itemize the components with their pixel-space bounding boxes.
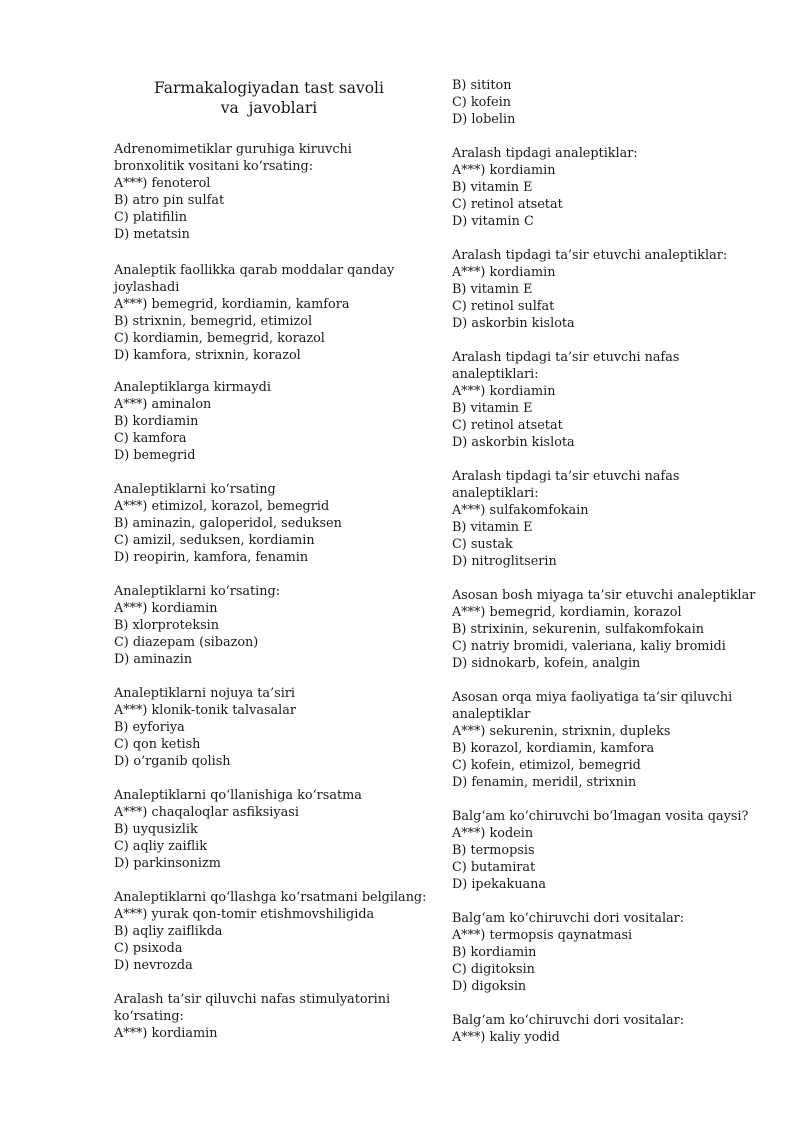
question-text: analeptiklari: [452, 486, 539, 501]
question-block [114, 889, 427, 974]
answer-option: D) sidnokarb, kofein, analgin [452, 656, 641, 671]
answer-option: C) natriy bromidi, valeriana, kaliy bromidi [452, 639, 726, 654]
question-text: Balg‘am ko‘chiruvchi bo‘lmagan vosita qaysi? [452, 809, 749, 824]
answer-option: B) sititon [452, 78, 512, 93]
answer-option: D) lobelin [452, 112, 516, 127]
question-block [114, 481, 424, 566]
answer-option: B) eyforiya [114, 720, 185, 735]
question-block [114, 141, 424, 243]
answer-option: D) fenamin, meridil, strixnin [452, 775, 637, 790]
answer-option: C) retinol atsetat [452, 197, 563, 212]
answer-option: C) kamfora [114, 431, 187, 446]
question-text: Aralash tipdagi ta’sir etuvchi analeptiklar: [452, 248, 728, 263]
answer-option: C) amizil, seduksen, kordiamin [114, 533, 315, 548]
answer-option: A***) bemegrid, kordiamin, korazol [452, 605, 682, 620]
answer-option: C) sustak [452, 537, 513, 552]
answer-option: B) vitamin E [452, 180, 533, 195]
answer-option: C) psixoda [114, 941, 183, 956]
answer-option: B) atro pin sulfat [114, 193, 225, 208]
question-text: Analeptiklarni qo‘llanishiga ko‘rsatma [114, 788, 362, 803]
answer-option: A***) klonik-tonik talvasalar [114, 703, 296, 718]
answer-option: C) qon ketish [114, 737, 201, 752]
answer-option: B) korazol, kordiamin, kamfora [452, 741, 655, 756]
answer-option: D) parkinsonizm [114, 856, 221, 871]
question-block [452, 689, 782, 791]
answer-option: B) vitamin E [452, 401, 533, 416]
answer-option: D) aminazin [114, 652, 193, 667]
question-block [114, 685, 424, 770]
question-block [114, 583, 424, 668]
answer-option: A***) chaqaloqlar asfiksiyasi [114, 805, 299, 820]
answer-option: C) retinol sulfat [452, 299, 555, 314]
question-text: Aralash tipdagi ta’sir etuvchi nafas [452, 350, 680, 365]
answer-option: A***) bemegrid, kordiamin, kamfora [114, 297, 350, 312]
answer-option: B) strixinin, sekurenin, sulfakomfokain [452, 622, 704, 637]
answer-option: D) nitroglitserin [452, 554, 557, 569]
question-block [114, 991, 424, 1042]
answer-option: A***) yurak qon-tomir etishmovshiligida [114, 907, 375, 922]
answer-option: C) aqliy zaiflik [114, 839, 208, 854]
answer-option: B) kordiamin [452, 945, 537, 960]
answer-option: A***) kordiamin [114, 601, 218, 616]
answer-option: D) bemegrid [114, 448, 196, 463]
question-text: Aralash tipdagi ta’sir etuvchi nafas [452, 469, 680, 484]
question-block [452, 77, 782, 128]
question-text: bronxolitik vositani ko‘rsating: [114, 159, 314, 174]
answer-option: A***) kordiamin [452, 163, 556, 178]
answer-option: D) digoksin [452, 979, 527, 994]
question-block [452, 349, 782, 451]
answer-option: A***) termopsis qaynatmasi [452, 928, 633, 943]
answer-option: B) termopsis [452, 843, 535, 858]
question-text: Analeptiklarni ko‘rsating: [114, 584, 281, 599]
answer-option: A***) kodein [452, 826, 534, 841]
answer-option: C) kofein [452, 95, 511, 110]
answer-option: A***) kaliy yodid [452, 1030, 560, 1045]
answer-option: B) vitamin E [452, 282, 533, 297]
answer-option: C) butamirat [452, 860, 536, 875]
title-line-1: Farmakalogiyadan tast savoli [154, 79, 384, 97]
answer-option: D) vitamin C [452, 214, 534, 229]
question-text: Asosan orqa miya faoliyatiga ta’sir qiluvchi [452, 690, 733, 705]
answer-option: A***) kordiamin [452, 384, 556, 399]
question-block [452, 247, 782, 332]
question-text: Aralash tipdagi analeptiklar: [452, 146, 638, 161]
answer-option: A***) fenoterol [114, 176, 211, 191]
question-block [452, 145, 782, 230]
question-block [452, 808, 782, 893]
answer-option: A***) sulfakomfokain [452, 503, 589, 518]
answer-option: B) aqliy zaiflikda [114, 924, 223, 939]
question-text: Balg‘am ko‘chiruvchi dori vositalar: [452, 911, 685, 926]
question-text: Adrenomimetiklar guruhiga kiruvchi [114, 142, 352, 157]
question-text: ko‘rsating: [114, 1009, 184, 1024]
answer-option: B) vitamin E [452, 520, 533, 535]
question-text: Analeptiklarni ko‘rsating [114, 482, 276, 497]
answer-option: A***) etimizol, korazol, bemegrid [114, 499, 330, 514]
question-text: analeptiklari: [452, 367, 539, 382]
answer-option: D) kamfora, strixnin, korazol [114, 348, 301, 363]
question-block [452, 468, 782, 570]
question-text: joylashadi [114, 280, 180, 295]
question-text: Asosan bosh miyaga ta’sir etuvchi analeptiklar [452, 588, 756, 603]
title-line-2: va javoblari [220, 99, 318, 117]
question-block [452, 587, 782, 672]
answer-option: D) nevrozda [114, 958, 193, 973]
answer-option: C) kofein, etimizol, bemegrid [452, 758, 641, 773]
question-text: Analeptiklarga kirmaydi [114, 380, 271, 395]
question-text: Aralash ta’sir qiluvchi nafas stimulyatorini [114, 992, 391, 1007]
answer-option: B) strixnin, bemegrid, etimizol [114, 314, 313, 329]
question-text: Analeptik faollikka qarab moddalar qanday [114, 263, 395, 278]
answer-option: C) kordiamin, bemegrid, korazol [114, 331, 325, 346]
answer-option: C) platifilin [114, 210, 187, 225]
answer-option: A***) kordiamin [114, 1026, 218, 1041]
answer-option: B) aminazin, galoperidol, seduksen [114, 516, 342, 531]
question-text: Balg‘am ko‘chiruvchi dori vositalar: [452, 1013, 685, 1028]
answer-option: C) diazepam (sibazon) [114, 635, 259, 650]
answer-option: D) metatsin [114, 227, 190, 242]
answer-option: D) ipekakuana [452, 877, 547, 892]
question-block [452, 1012, 782, 1046]
answer-option: D) askorbin kislota [452, 435, 575, 450]
question-block [114, 262, 424, 364]
answer-option: C) digitoksin [452, 962, 535, 977]
question-text: Analeptiklarni nojuya ta’siri [114, 686, 295, 701]
answer-option: D) askorbin kislota [452, 316, 575, 331]
question-block [114, 379, 424, 464]
document-title [114, 78, 424, 118]
answer-option: D) reopirin, kamfora, fenamin [114, 550, 309, 565]
answer-option: D) o‘rganib qolish [114, 754, 231, 769]
question-block [452, 910, 782, 995]
question-text: analeptiklar [452, 707, 531, 722]
question-text: Analeptiklarni qo‘llashga ko‘rsatmani belgilang: [114, 890, 427, 905]
answer-option: B) xlorproteksin [114, 618, 219, 633]
answer-option: A***) sekurenin, strixnin, dupleks [452, 724, 671, 739]
answer-option: C) retinol atsetat [452, 418, 563, 433]
answer-option: A***) kordiamin [452, 265, 556, 280]
question-block [114, 787, 424, 872]
answer-option: B) kordiamin [114, 414, 199, 429]
answer-option: A***) aminalon [114, 397, 212, 412]
answer-option: B) uyqusizlik [114, 822, 198, 837]
